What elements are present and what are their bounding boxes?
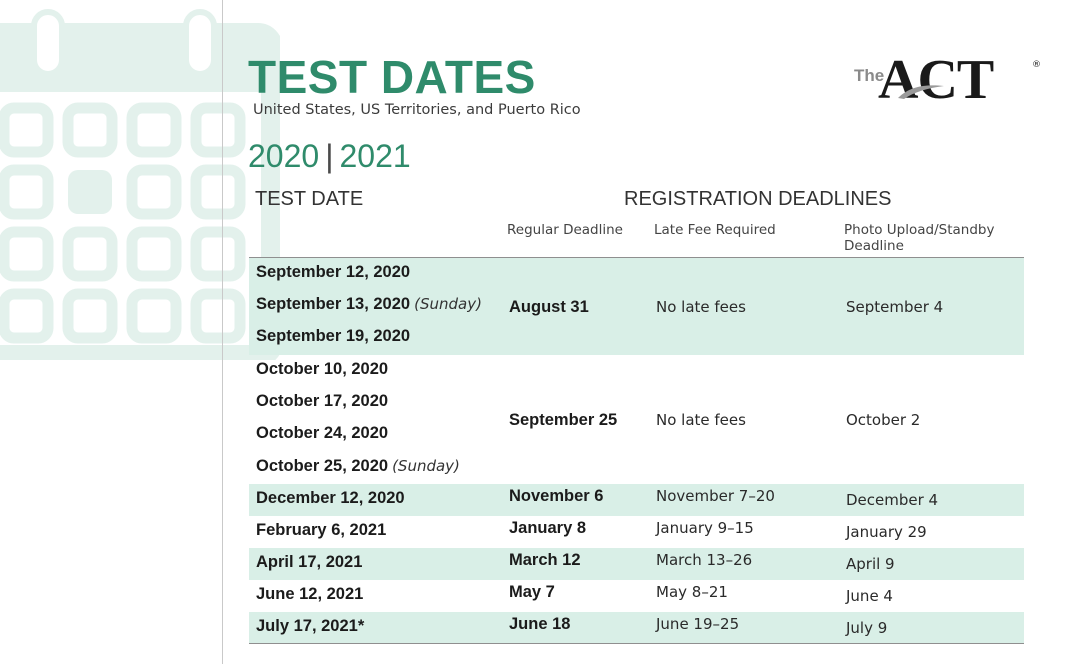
regular-deadline: August 31 [509,297,589,316]
late-fee-dates: May 8–21 [656,583,728,601]
test-date-text: July 17, 2021* [256,617,365,635]
test-date [256,456,460,476]
test-date-text: October 10, 2020 [256,360,389,378]
vertical-divider [222,0,223,664]
photo-upload-deadline: January 29 [846,523,927,541]
swoosh-icon [896,80,946,100]
photo-upload-deadline: April 9 [846,555,895,573]
calendar-icon [0,0,280,360]
test-date [256,262,410,282]
late-fee-dates: June 19–25 [656,615,740,633]
act-logo [852,49,1042,111]
test-date-text: September 12, 2020 [256,263,411,281]
test-date-text: October 17, 2020 [256,392,389,411]
test-date [256,423,388,443]
test-date-text: October 24, 2020 [256,424,389,443]
regular-deadline: March 12 [509,551,581,569]
late-fee-dates: March 13–26 [656,551,753,569]
test-date-text: February 6, 2021 [256,521,387,539]
column-header-registration: REGISTRATION DEADLINES [624,188,892,210]
table-bottom-rule [249,643,1024,644]
photo-upload-deadline: June 4 [846,587,893,605]
photo-upload-deadline: October 2 [846,410,921,429]
logo-registered: ® [1032,60,1041,70]
regular-deadline: September 25 [509,410,618,429]
regular-deadline: January 8 [509,519,587,537]
late-fee-dates: January 9–15 [656,519,754,537]
column-header-photo-line1: Photo Upload/Standby [844,222,995,238]
test-date-text: October 25, 2020 [256,456,389,475]
test-date [256,359,388,379]
test-date [256,391,388,411]
test-date-text: December 12, 2020 [256,489,405,507]
column-header-regular: Regular Deadline [507,222,623,238]
test-date [256,552,362,572]
test-date-text: June 12, 2021 [256,585,364,603]
test-date [256,326,410,346]
test-date [256,616,364,636]
test-date-text: September 13, 2020 [256,295,411,314]
page-title: TEST DATES [248,51,536,103]
logo-name: ACT [878,49,994,111]
school-years [248,140,411,172]
test-date-text: April 17, 2021 [256,553,363,571]
column-header-late: Late Fee Required [654,222,776,238]
regular-deadline: May 7 [509,583,555,601]
page-subtitle: United States, US Territories, and Puerto Rico [253,102,581,118]
late-fee-dates: No late fees [656,297,746,316]
late-fee-dates: November 7–20 [656,487,775,505]
test-date-note: (Sunday) [392,456,460,475]
logo-prefix: The [854,66,885,85]
column-header-photo-line2: Deadline [844,238,904,254]
row-band [249,548,1024,580]
row-band [249,612,1024,644]
regular-deadline: June 18 [509,615,571,633]
year-separator: | [325,138,334,174]
test-date-text: September 19, 2020 [256,327,411,346]
test-date-note: (Sunday) [414,295,482,314]
column-header-photo [844,222,994,254]
test-date [256,520,386,540]
year-end: 2021 [339,138,411,174]
photo-upload-deadline: September 4 [846,297,944,316]
column-header-test-date: TEST DATE [255,188,364,210]
test-date [256,294,482,314]
late-fee-dates: No late fees [656,410,746,429]
photo-upload-deadline: July 9 [846,619,888,637]
photo-upload-deadline: December 4 [846,491,939,509]
test-date [256,584,363,604]
year-start: 2020 [248,138,320,174]
regular-deadline: November 6 [509,487,604,505]
test-date [256,488,405,508]
